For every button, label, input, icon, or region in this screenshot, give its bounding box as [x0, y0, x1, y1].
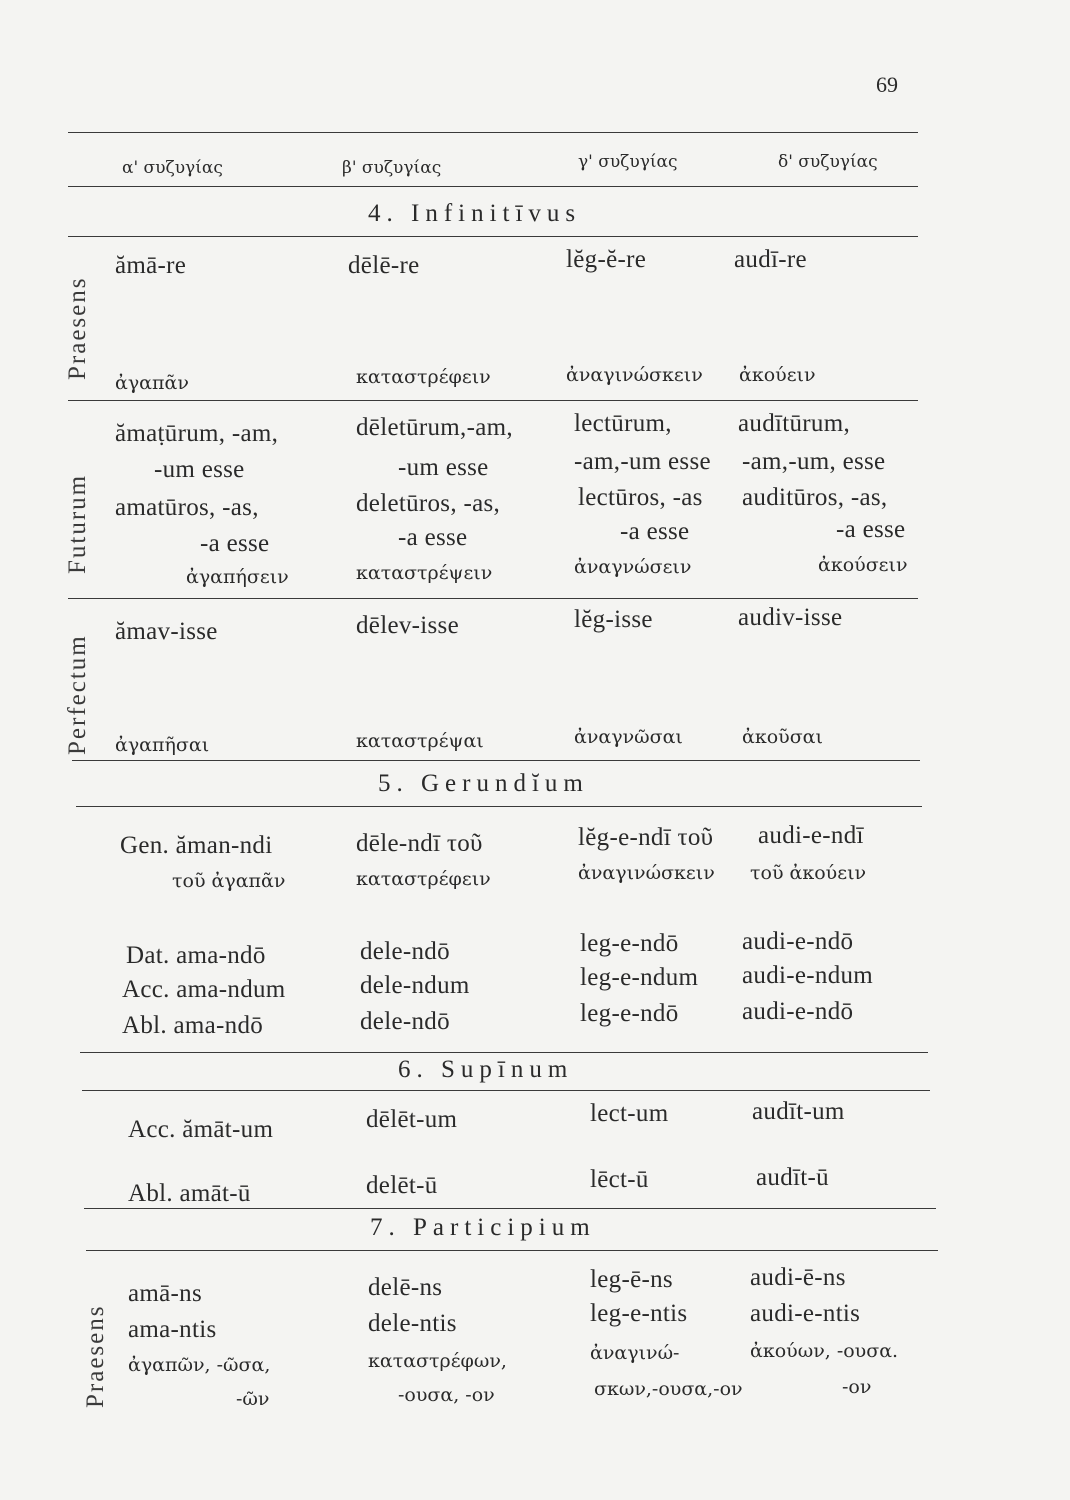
section-title-supinum: 6. Supīnum [398, 1056, 574, 1083]
sup-abl-c2: delēt-ū [366, 1172, 438, 1199]
inf-praes-g4: ἀκούειν [739, 364, 816, 386]
ger-gen-c3: lĕg-e-ndī τοῦ [578, 824, 714, 851]
rule [84, 1208, 936, 1209]
rule [68, 236, 918, 237]
ger-abl-c4: audi-e-ndō [742, 998, 854, 1025]
inf-praes-c1: ămā-re [115, 252, 187, 279]
part-g3a: ἀναγινώ- [590, 1342, 680, 1364]
rule [86, 1250, 938, 1251]
header-col1: α' συζυγίας [122, 158, 223, 178]
inf-praes-c2: dēlē-re [348, 252, 420, 279]
inf-fut-g3: ἀναγνώσειν [574, 556, 692, 578]
inf-perf-c2: dēlev-isse [356, 612, 459, 639]
sup-acc-c4: audīt-um [752, 1098, 845, 1125]
part-c1a: amā-ns [128, 1280, 202, 1307]
ger-gen-g4: τοῦ ἀκούειν [750, 862, 867, 884]
inf-praes-c4: audī-re [734, 246, 807, 273]
ger-acc-c2: dele-ndum [360, 972, 470, 999]
part-g4a: ἀκούων, -ουσα. [750, 1340, 899, 1362]
inf-fut-c3d: -a esse [620, 518, 690, 545]
inf-praes-g3: ἀναγινώσκειν [566, 364, 703, 386]
inf-perf-g2: καταστρέψαι [356, 730, 484, 752]
header-col3: γ' συζυγίας [578, 152, 678, 172]
ger-acc-c1: Acc. ama-ndum [122, 976, 286, 1003]
row-label-praesens-participium: Praesens [82, 1304, 109, 1408]
row-label-praesens: Praesens [64, 276, 91, 380]
inf-fut-g2: καταστρέψειν [356, 562, 493, 584]
inf-fut-c4a: audītūrum, [738, 410, 851, 437]
sup-abl-c1: Abl. amāt-ū [128, 1180, 251, 1207]
sup-acc-c1: Acc. ămāt-um [128, 1116, 274, 1143]
rule [68, 598, 918, 599]
sup-abl-c3: lēct-ū [590, 1166, 649, 1193]
rule [68, 400, 918, 401]
ger-abl-c2: dele-ndō [360, 1008, 450, 1035]
ger-dat-c2: dele-ndō [360, 938, 450, 965]
ger-acc-c4: audi-e-ndum [742, 962, 874, 989]
part-g2a: καταστρέφων, [368, 1350, 507, 1372]
part-c3a: leg-ē-ns [590, 1266, 673, 1293]
inf-fut-g1: ἀγαπήσειν [186, 566, 289, 588]
ger-dat-c1: Dat. ama-ndō [126, 942, 266, 969]
inf-fut-c1b: -um esse [154, 456, 245, 483]
inf-praes-g1: ἀγαπᾶν [115, 372, 189, 394]
inf-praes-c3: lĕg-ĕ-re [566, 246, 647, 273]
inf-perf-c1: ămav-isse [115, 618, 218, 645]
sup-acc-c2: dēlēt-um [366, 1106, 458, 1133]
part-g3b: σκων,-ουσα,-ον [594, 1378, 743, 1400]
inf-fut-c2c: deletūros, -as, [356, 490, 501, 517]
inf-perf-g1: ἀγαπῆσαι [115, 734, 210, 756]
ger-gen-g3: ἀναγινώσκειν [578, 862, 715, 884]
inf-fut-g4: ἀκούσειν [818, 554, 908, 576]
inf-perf-c3: lĕg-isse [574, 606, 653, 633]
rule [76, 806, 922, 807]
ger-dat-c3: leg-e-ndō [580, 930, 679, 957]
inf-fut-c4b: -am,-um, esse [742, 448, 886, 475]
page-number: 69 [876, 72, 898, 97]
part-c3b: leg-e-ntis [590, 1300, 688, 1327]
section-title-participium: 7. Participium [370, 1214, 596, 1241]
inf-fut-c4c: auditūros, -as, [742, 484, 888, 511]
part-c1b: ama-ntis [128, 1316, 217, 1343]
header-col2: β' συζυγίας [342, 158, 442, 178]
part-c2b: dele-ntis [368, 1310, 457, 1337]
inf-fut-c2a: dēletūrum,-am, [356, 414, 513, 441]
part-g1b: -ῶν [236, 1388, 270, 1410]
inf-praes-g2: καταστρέφειν [356, 366, 491, 388]
inf-perf-g4: ἀκοῦσαι [742, 726, 823, 748]
inf-fut-c2d: -a esse [398, 524, 468, 551]
sup-acc-c3: lect-um [590, 1100, 669, 1127]
rule [82, 1090, 930, 1091]
inf-perf-g3: ἀναγνῶσαι [574, 726, 683, 748]
part-c4b: audi-e-ntis [750, 1300, 861, 1327]
ger-abl-c3: leg-e-ndō [580, 1000, 679, 1027]
inf-fut-c3c: lectūros, -as [578, 484, 703, 511]
inf-fut-c1a: ămaṭūrum, -am, [115, 420, 279, 447]
inf-fut-c1c: amatūros, -as, [115, 494, 259, 521]
inf-fut-c3a: lectūrum, [574, 410, 672, 437]
part-c2a: delē-ns [368, 1274, 443, 1301]
part-g2b: -ουσα, -ον [398, 1384, 495, 1406]
rule [72, 760, 920, 761]
part-g1a: ἀγαπῶν, -ῶσα, [128, 1354, 271, 1376]
inf-perf-c4: audiv-isse [738, 604, 843, 631]
ger-gen-c2: dēle-ndī τοῦ [356, 830, 483, 857]
ger-gen-c1: Gen. ăman-ndi [120, 832, 273, 859]
inf-fut-c2b: -um esse [398, 454, 489, 481]
row-label-perfectum: Perfectum [64, 634, 91, 755]
ger-acc-c3: leg-e-ndum [580, 964, 699, 991]
ger-abl-c1: Abl. ama-ndō [122, 1012, 264, 1039]
ger-dat-c4: audi-e-ndō [742, 928, 854, 955]
rule [68, 132, 918, 133]
inf-fut-c1d: -a esse [200, 530, 270, 557]
inf-fut-c4d: -a esse [836, 516, 906, 543]
ger-gen-g2: καταστρέφειν [356, 868, 491, 890]
rule [80, 1052, 928, 1053]
part-g4b: -ον [842, 1376, 872, 1398]
part-c4a: audi-ē-ns [750, 1264, 846, 1291]
ger-gen-c4: audi-e-ndī [758, 822, 864, 849]
ger-gen-g1: τοῦ ἀγαπᾶν [172, 870, 286, 892]
section-title-gerundium: 5. Gerundĭum [378, 770, 589, 797]
section-title-infinitivus: 4. Infinitīvus [368, 200, 582, 227]
sup-abl-c4: audīt-ū [756, 1164, 829, 1191]
row-label-futurum: Futurum [64, 473, 91, 574]
rule [68, 186, 918, 187]
header-col4: δ' συζυγίας [778, 152, 878, 172]
inf-fut-c3b: -am,-um esse [574, 448, 711, 475]
